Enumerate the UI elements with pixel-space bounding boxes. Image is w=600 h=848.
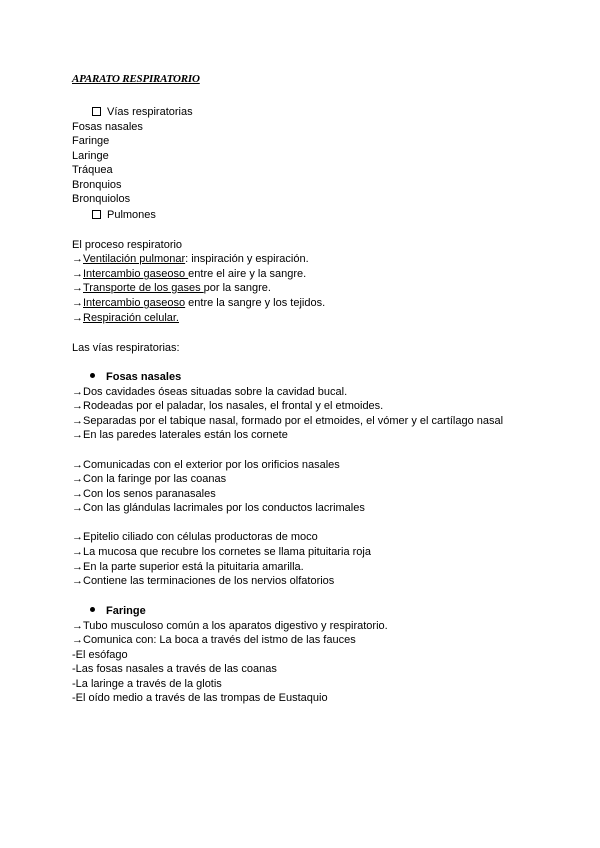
bullet-icon xyxy=(90,373,95,378)
proceso-line xyxy=(72,281,271,295)
section-heading-proceso: El proceso respiratorio xyxy=(72,239,183,251)
arrow-glyph: → xyxy=(72,282,83,294)
fosas-line: →Separadas por el tabique nasal, formado por el etmoides, el vómer y el cartílago nasal xyxy=(72,415,504,427)
checkbox-label: Pulmones xyxy=(107,209,156,221)
section-heading-vias: Las vías respiratorias: xyxy=(72,342,180,354)
line-text: entre la sangre y los tejidos. xyxy=(185,297,326,309)
faringe-line: →Tubo musculoso común a los aparatos digestivo y respiratorio. xyxy=(72,620,388,632)
faringe-line: -El oído medio a través de las trompas de Eustaquio xyxy=(72,692,328,704)
checkbox-icon xyxy=(92,210,101,219)
fosas-line: →Con los senos paranasales xyxy=(72,488,216,500)
arrow-glyph: → xyxy=(72,268,83,280)
proceso-line xyxy=(72,296,325,310)
underlined-term: Intercambio gaseoso xyxy=(83,268,189,280)
faringe-line: →Comunica con: La boca a través del istmo de las fauces xyxy=(72,634,356,646)
list-item: Faringe xyxy=(72,135,110,147)
fosas-line: →Con las glándulas lacrimales por los conductos lacrimales xyxy=(72,502,365,514)
line-text: : inspiración y espiración. xyxy=(185,253,309,265)
faringe-line: -Las fosas nasales a través de las coanas xyxy=(72,663,277,675)
fosas-line: →Comunicadas con el exterior por los orificios nasales xyxy=(72,459,340,471)
list-item: Laringe xyxy=(72,150,109,162)
bullet-heading-fosas xyxy=(90,370,181,384)
bullet-heading-faringe xyxy=(90,604,146,618)
fosas-line: →En la parte superior está la pituitaria amarilla. xyxy=(72,561,304,573)
arrow-glyph: → xyxy=(72,312,83,324)
bullet-icon xyxy=(90,607,95,612)
faringe-line: -La laringe a través de la glotis xyxy=(72,678,222,690)
checkbox-label: Vías respiratorias xyxy=(107,106,193,118)
checkbox-item-vias xyxy=(92,105,193,119)
line-text: entre el aire y la sangre. xyxy=(188,268,307,280)
arrow-glyph: → xyxy=(72,297,83,309)
fosas-line: →La mucosa que recubre los cornetes se llama pituitaria roja xyxy=(72,546,371,558)
bullet-heading-label: Fosas nasales xyxy=(106,371,182,383)
list-item: Bronquiolos xyxy=(72,193,131,205)
fosas-line: →Contiene las terminaciones de los nervios olfatorios xyxy=(72,575,335,587)
bullet-heading-label: Faringe xyxy=(106,605,146,617)
fosas-line: →Epitelio ciliado con células productoras de moco xyxy=(72,531,318,543)
underlined-term: Ventilación pulmonar xyxy=(83,253,186,265)
list-item: Tráquea xyxy=(72,164,113,176)
proceso-line xyxy=(72,252,309,266)
arrow-glyph: → xyxy=(72,253,83,265)
list-item: Fosas nasales xyxy=(72,121,143,133)
line-text: por la sangre. xyxy=(203,282,271,294)
list-item: Bronquios xyxy=(72,179,122,191)
document-title: APARATO RESPIRATORIO xyxy=(72,73,200,85)
fosas-line: →En las paredes laterales están los cornete xyxy=(72,429,288,441)
checkbox-item-pulmones xyxy=(92,208,156,222)
fosas-line: →Rodeadas por el paladar, los nasales, el frontal y el etmoides. xyxy=(72,400,384,412)
fosas-line: →Con la faringe por las coanas xyxy=(72,473,227,485)
underlined-term: Intercambio gaseoso xyxy=(83,297,186,309)
fosas-line: →Dos cavidades óseas situadas sobre la cavidad bucal. xyxy=(72,386,348,398)
checkbox-icon xyxy=(92,107,101,116)
proceso-line xyxy=(72,311,179,325)
underlined-term: Respiración celular. xyxy=(83,312,179,324)
faringe-line: -El esófago xyxy=(72,649,128,661)
proceso-line xyxy=(72,267,306,281)
underlined-term: Transporte de los gases xyxy=(83,282,204,294)
